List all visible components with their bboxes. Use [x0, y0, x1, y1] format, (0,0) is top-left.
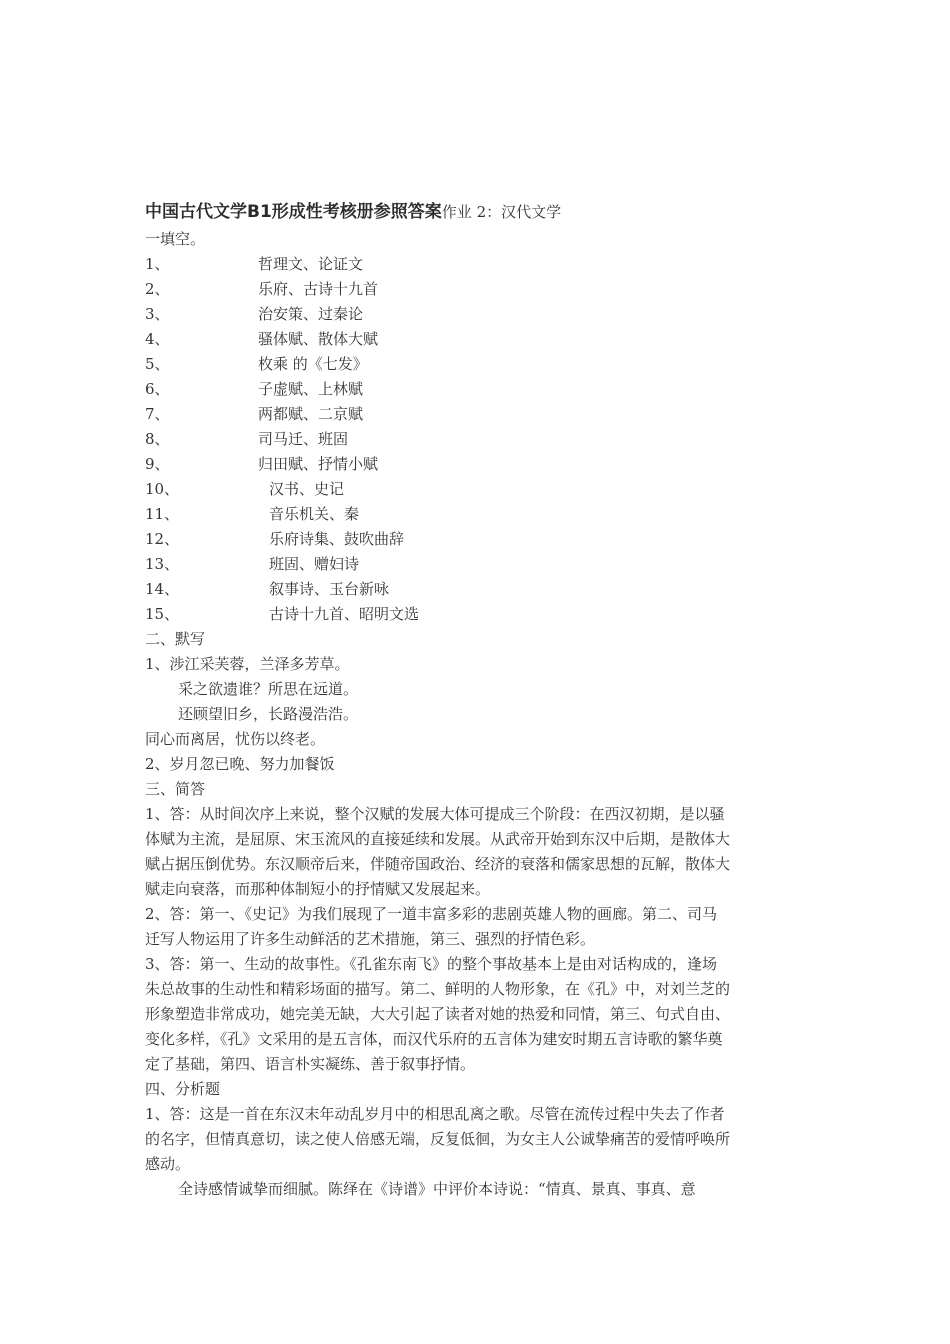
item-number: 9、	[145, 455, 170, 473]
item-answer: 司马迁、班固	[258, 430, 349, 448]
item-answer: 乐府、古诗十九首	[258, 280, 379, 298]
document-title	[145, 197, 807, 227]
item-number: 12、	[145, 530, 180, 548]
item-number: 3、	[145, 305, 170, 323]
item-number: 5、	[145, 355, 170, 373]
recitation-answer: 2、岁月忽已晚、努力加餐饭	[145, 755, 335, 773]
section2-heading: 二、默写	[145, 630, 206, 648]
item-number: 1、	[145, 255, 170, 273]
answer-line: 感动。	[145, 1155, 191, 1173]
item-answer: 子虚赋、上林赋	[258, 380, 364, 398]
item-answer: 枚乘 的《七发》	[258, 355, 368, 373]
fill-blank-list	[145, 252, 807, 627]
fill-item	[145, 352, 807, 377]
item-answer: 哲理文、论证文	[258, 255, 364, 273]
short-answer-2	[145, 902, 807, 952]
section3-heading: 三、简答	[145, 780, 206, 798]
fill-item	[145, 327, 807, 352]
item-number: 7、	[145, 405, 170, 423]
item-number: 15、	[145, 605, 180, 623]
section1-heading: 一填空。	[145, 230, 206, 248]
item-answer: 两都赋、二京赋	[258, 405, 364, 423]
fill-item	[145, 602, 807, 627]
item-answer: 治安策、过秦论	[258, 305, 364, 323]
answer-line: 定了基础，第四、语言朴实凝练、善于叙事抒情。	[145, 1055, 476, 1073]
item-number: 14、	[145, 580, 180, 598]
item-number: 10、	[145, 480, 180, 498]
fill-item	[145, 502, 807, 527]
item-number: 13、	[145, 555, 180, 573]
answer-line: 赋占据压倒优势。东汉顺帝后来，伴随帝国政治、经济的衰落和儒家思想的瓦解，散体大	[145, 855, 731, 873]
answer-line: 全诗感情诚挚而细腻。陈绎在《诗谱》中评价本诗说：“情真、景真、事真、意	[178, 1180, 696, 1198]
answer-line: 赋走向衰落，而那种体制短小的抒情赋又发展起来。	[145, 880, 491, 898]
answer-line: 3、答：第一、生动的故事性。《孔雀东南飞》的整个事故基本上是由对话构成的，逢场	[145, 955, 718, 973]
answer-line: 的名字，但情真意切，读之使人倍感无端，反复低徊，为女主人公诚挚痛苦的爱情呼唤所	[145, 1130, 731, 1148]
poem-line: 同心而离居，忧伤以终老。	[145, 730, 326, 748]
item-number: 2、	[145, 280, 170, 298]
section4-heading: 四、分析题	[145, 1080, 221, 1098]
fill-item	[145, 477, 807, 502]
fill-item	[145, 302, 807, 327]
answer-line: 形象塑造非常成功，她完美无缺，大大引起了读者对她的热爱和同情，第三、句式自由、	[145, 1005, 731, 1023]
poem-line: 1、涉江采芙蓉，兰泽多芳草。	[145, 655, 350, 673]
fill-item	[145, 452, 807, 477]
answer-line: 1、答：从时间次序上来说，整个汉赋的发展大体可提成三个阶段：在西汉初期，是以骚	[145, 805, 725, 823]
item-answer: 归田赋、抒情小赋	[258, 455, 379, 473]
item-answer: 叙事诗、玉台新咏	[269, 580, 390, 598]
analysis-answer-1	[145, 1102, 807, 1202]
item-answer: 汉书、史记	[269, 480, 345, 498]
fill-item	[145, 527, 807, 552]
answer-line: 体赋为主流，是屈原、宋玉流风的直接延续和发展。从武帝开始到东汉中后期，是散体大	[145, 830, 731, 848]
title-assignment: 作业 2：汉代文学	[441, 203, 562, 221]
item-answer: 古诗十九首、昭明文选	[269, 605, 420, 623]
short-answer-3	[145, 952, 807, 1077]
fill-item	[145, 277, 807, 302]
item-number: 6、	[145, 380, 170, 398]
fill-item	[145, 427, 807, 452]
answer-line: 迁写人物运用了许多生动鲜活的艺术措施，第三、强烈的抒情色彩。	[145, 930, 596, 948]
document-page	[145, 197, 807, 1202]
item-answer: 骚体赋、散体大赋	[258, 330, 379, 348]
item-answer: 班固、赠妇诗	[269, 555, 360, 573]
fill-item	[145, 252, 807, 277]
short-answer-1	[145, 802, 807, 902]
poem-line: 还顾望旧乡，长路漫浩浩。	[178, 705, 359, 723]
answer-line: 变化多样，《孔》文采用的是五言体，而汉代乐府的五言体为建安时期五言诗歌的繁华奠	[145, 1030, 723, 1048]
item-number: 8、	[145, 430, 170, 448]
item-answer: 乐府诗集、鼓吹曲辞	[269, 530, 405, 548]
answer-line: 1、答：这是一首在东汉末年动乱岁月中的相思乱离之歌。尽管在流传过程中失去了作者	[145, 1105, 725, 1123]
fill-item	[145, 552, 807, 577]
fill-item	[145, 577, 807, 602]
item-number: 11、	[145, 505, 180, 523]
title-bold: 中国古代文学B1形成性考核册参照答案	[145, 202, 442, 222]
fill-item	[145, 402, 807, 427]
fill-item	[145, 377, 807, 402]
answer-line: 朱总故事的生动性和精彩场面的描写。第二、鲜明的人物形象，在《孔》中，对刘兰芝的	[145, 980, 731, 998]
poem-line: 采之欲遗谁？所思在远道。	[178, 680, 359, 698]
answer-line: 2、答：第一、《史记》为我们展现了一道丰富多彩的悲剧英雄人物的画廊。第二、司马	[145, 905, 718, 923]
item-number: 4、	[145, 330, 170, 348]
item-answer: 音乐机关、秦	[269, 505, 360, 523]
